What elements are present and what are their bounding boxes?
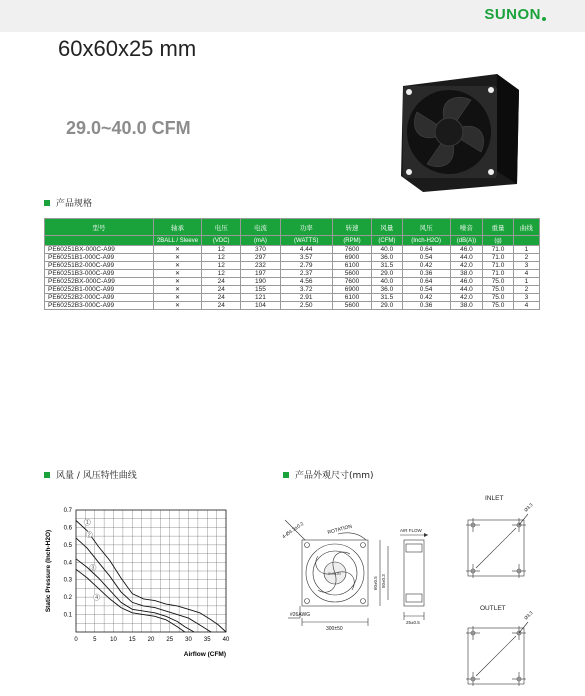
curve-label: 1: [85, 520, 89, 527]
table-row: [45, 262, 540, 270]
table-cell: 121: [241, 294, 280, 302]
dim-b-label: 50±0.3: [381, 574, 386, 588]
x-tick-label: 15: [128, 637, 136, 643]
column-header: 功率: [280, 219, 332, 236]
table-cell: 12: [202, 270, 241, 278]
curve-label: 3: [91, 565, 95, 572]
table-cell: 1: [513, 278, 539, 286]
bearing-icon: ✕: [153, 246, 201, 254]
brand-logo: SUNON: [484, 6, 541, 23]
table-cell: 12: [202, 262, 241, 270]
table-cell: 36.0: [372, 254, 403, 262]
bearing-icon: ✕: [153, 302, 201, 310]
table-cell: 0.64: [402, 246, 450, 254]
table-cell: 40.0: [372, 246, 403, 254]
table-cell: 29.0: [372, 302, 403, 310]
table-cell: 2.50: [280, 302, 332, 310]
wire-label: #26AWG: [290, 612, 311, 618]
table-cell: 3.72: [280, 286, 332, 294]
column-unit: (Inch-H2O): [402, 236, 450, 246]
y-tick-label: 0.2: [63, 595, 72, 602]
table-cell: 190: [241, 278, 280, 286]
depth-label: 25±0.5: [406, 620, 420, 625]
bearing-icon: ✕: [153, 262, 201, 270]
fan-product-photo: [393, 72, 525, 194]
table-cell: 38.0: [450, 270, 483, 278]
x-tick-label: 10: [110, 637, 117, 643]
table-cell: 197: [241, 270, 280, 278]
column-header: 转速: [332, 219, 371, 236]
table-cell: 3: [513, 294, 539, 302]
table-row: [45, 270, 540, 278]
bearing-icon: ✕: [153, 270, 201, 278]
column-header: 型号: [45, 219, 154, 236]
table-cell: 104: [241, 302, 280, 310]
table-cell: 3.57: [280, 254, 332, 262]
table-cell: 24: [202, 278, 241, 286]
curve-section-heading: 风量 / 风压特性曲线: [44, 468, 137, 481]
column-header: 轴承: [153, 219, 201, 236]
column-header: 电流: [241, 219, 280, 236]
column-unit: (RPM): [332, 236, 371, 246]
table-cell: 6900: [332, 286, 371, 294]
y-axis-label: Static Pressure (Inch-H2O): [45, 529, 52, 613]
table-cell: 44.0: [450, 286, 483, 294]
table-row: [45, 286, 540, 294]
product-size-title: 60x60x25 mm: [58, 36, 197, 61]
table-cell: 7600: [332, 278, 371, 286]
table-cell: 370: [241, 246, 280, 254]
x-tick-label: 25: [166, 637, 174, 643]
table-cell: 5600: [332, 270, 371, 278]
table-cell: 6100: [332, 294, 371, 302]
table-cell: 31.5: [372, 262, 403, 270]
table-cell: 40.0: [372, 278, 403, 286]
inlet-label: INLET: [485, 495, 504, 502]
table-row: [45, 246, 540, 254]
outlet-view: [466, 622, 528, 686]
table-cell: 4.56: [280, 278, 332, 286]
table-cell: 6900: [332, 254, 371, 262]
table-cell: 42.0: [450, 262, 483, 270]
table-cell: 2.79: [280, 262, 332, 270]
outlet-hole-label: Ø3.3: [523, 610, 534, 621]
table-cell: 2.37: [280, 270, 332, 278]
y-tick-label: 0.1: [63, 612, 72, 619]
table-cell: 1: [513, 246, 539, 254]
column-unit: (g): [483, 236, 514, 246]
x-tick-label: 35: [203, 637, 211, 643]
table-cell: 7600: [332, 246, 371, 254]
table-cell: 0.64: [402, 278, 450, 286]
y-tick-label: 0.6: [63, 525, 72, 532]
table-cell: 2: [513, 254, 539, 262]
table-cell: 4: [513, 270, 539, 278]
table-cell: PE60252B2-000C-A99: [45, 294, 154, 302]
table-cell: 75.0: [483, 294, 514, 302]
table-cell: 44.0: [450, 254, 483, 262]
table-cell: 2.91: [280, 294, 332, 302]
bearing-icon: ✕: [153, 278, 201, 286]
series-line-2: [76, 538, 211, 632]
table-cell: 4: [513, 302, 539, 310]
table-cell: 42.0: [450, 294, 483, 302]
column-unit: (dB(A)): [450, 236, 483, 246]
x-tick-label: 0: [74, 637, 78, 643]
column-unit: [45, 236, 154, 246]
table-cell: PE60252B1-000C-A99: [45, 286, 154, 294]
table-cell: 75.0: [483, 278, 514, 286]
table-cell: 71.0: [483, 262, 514, 270]
inlet-view: [466, 514, 528, 578]
column-header: 风压: [402, 219, 450, 236]
table-cell: 4.44: [280, 246, 332, 254]
table-cell: 71.0: [483, 270, 514, 278]
chart-svg: [40, 500, 250, 665]
table-row: [45, 294, 540, 302]
dim-a-label: 60±0.5: [373, 576, 378, 590]
x-axis-label: Airflow (CFM): [183, 651, 226, 658]
spec-table: [44, 218, 540, 310]
column-header: 曲线: [513, 219, 539, 236]
column-header: 噪音: [450, 219, 483, 236]
table-cell: 2: [513, 286, 539, 294]
x-tick-label: 30: [185, 637, 192, 643]
dimension-svg: [280, 490, 580, 690]
table-cell: 0.54: [402, 286, 450, 294]
column-unit: 2BALL / Sleeve: [153, 236, 201, 246]
table-cell: 24: [202, 286, 241, 294]
table-cell: PE60251B2-000C-A99: [45, 262, 154, 270]
cfm-range: 29.0~40.0 CFM: [66, 118, 191, 138]
table-cell: 75.0: [483, 302, 514, 310]
airflow-label: AIR FLOW: [400, 528, 422, 533]
table-row: [45, 254, 540, 262]
table-cell: 0.36: [402, 270, 450, 278]
table-cell: 0.36: [402, 302, 450, 310]
table-cell: 0.42: [402, 294, 450, 302]
table-row: [45, 302, 540, 310]
table-row: [45, 278, 540, 286]
table-cell: PE60251B1-000C-A99: [45, 254, 154, 262]
dim-section-heading: 产品外观尺寸(mm): [283, 468, 374, 481]
table-cell: 24: [202, 302, 241, 310]
column-unit: (mA): [241, 236, 280, 246]
table-cell: 12: [202, 254, 241, 262]
table-cell: 297: [241, 254, 280, 262]
table-cell: PE60252B3-000C-A99: [45, 302, 154, 310]
inlet-hole-label: Ø3.3: [523, 502, 534, 513]
y-tick-label: 0.4: [63, 560, 72, 567]
airflow-arrow-icon: [424, 533, 428, 537]
table-cell: 71.0: [483, 254, 514, 262]
table-cell: 38.0: [450, 302, 483, 310]
rotation-label: ROTATION: [326, 523, 353, 536]
x-tick-label: 20: [147, 637, 155, 643]
brand-dot: [542, 17, 546, 21]
table-cell: PE60252BX-000C-A99: [45, 278, 154, 286]
bullet-square-icon: [44, 200, 50, 206]
x-tick-label: 40: [222, 637, 230, 643]
table-cell: 29.0: [372, 270, 403, 278]
table-cell: 31.5: [372, 294, 403, 302]
x-tick-label: 5: [93, 637, 97, 643]
table-cell: 6100: [332, 262, 371, 270]
table-cell: 36.0: [372, 286, 403, 294]
y-tick-label: 0.3: [63, 577, 72, 584]
column-unit: (VDC): [202, 236, 241, 246]
table-cell: 71.0: [483, 246, 514, 254]
holes-label: 4-Ø4.3±0.2: [281, 520, 306, 541]
table-cell: 46.0: [450, 246, 483, 254]
curve-label: 4: [95, 595, 99, 602]
column-unit: (CFM): [372, 236, 403, 246]
spec-section-heading: 产品规格: [44, 196, 92, 209]
y-tick-label: 0.5: [63, 542, 72, 549]
fan-label-text: SUNON: [328, 572, 341, 576]
table-cell: 75.0: [483, 286, 514, 294]
table-cell: 24: [202, 294, 241, 302]
bearing-icon: ✕: [153, 294, 201, 302]
airflow-pressure-chart: [40, 500, 250, 665]
table-cell: 155: [241, 286, 280, 294]
outlet-label: OUTLET: [480, 605, 506, 612]
side-view: [400, 535, 428, 620]
table-cell: PE60251B3-000C-A99: [45, 270, 154, 278]
bearing-icon: ✕: [153, 254, 201, 262]
table-cell: 0.42: [402, 262, 450, 270]
column-header: 重量: [483, 219, 514, 236]
column-header: 风量: [372, 219, 403, 236]
column-header: 电压: [202, 219, 241, 236]
dimension-drawing: [280, 490, 580, 690]
column-unit: [513, 236, 539, 246]
curve-label: 2: [87, 532, 91, 539]
table-cell: PE60251BX-000C-A99: [45, 246, 154, 254]
column-unit: (WATTS): [280, 236, 332, 246]
bullet-square-icon: [44, 472, 50, 478]
table-cell: 0.54: [402, 254, 450, 262]
table-cell: 5600: [332, 302, 371, 310]
table-cell: 3: [513, 262, 539, 270]
table-cell: 232: [241, 262, 280, 270]
table-cell: 46.0: [450, 278, 483, 286]
table-cell: 12: [202, 246, 241, 254]
bullet-square-icon: [283, 472, 289, 478]
bearing-icon: ✕: [153, 286, 201, 294]
y-tick-label: 0.7: [63, 508, 72, 514]
wire-length-label: 300±50: [326, 626, 343, 632]
